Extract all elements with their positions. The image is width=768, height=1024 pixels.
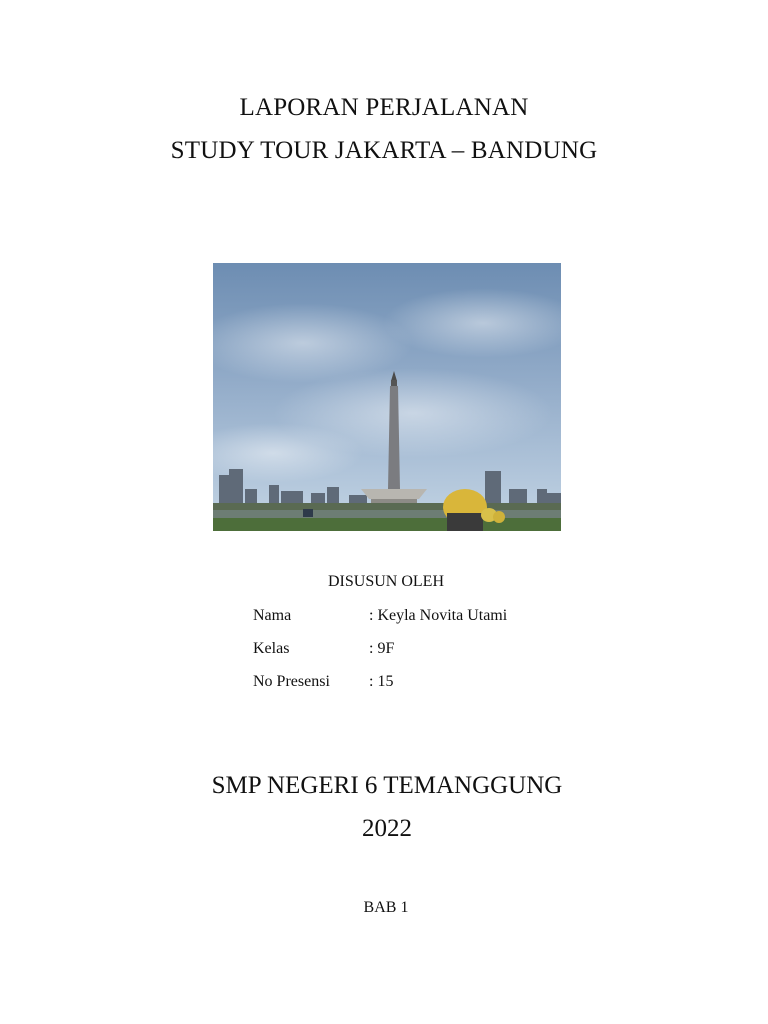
info-value: : 15: [369, 673, 394, 690]
report-title: LAPORAN PERJALANAN: [239, 94, 529, 121]
report-subtitle: STUDY TOUR JAKARTA – BANDUNG: [170, 137, 598, 164]
info-value: : Keyla Novita Utami: [369, 607, 508, 624]
info-value: : 9F: [369, 640, 395, 657]
authored-by-heading: DISUSUN OLEH: [328, 573, 444, 590]
info-label: No Presensi: [253, 673, 330, 690]
chapter-heading: BAB 1: [363, 899, 409, 916]
school-year: 2022: [362, 815, 412, 842]
info-label: Nama: [253, 607, 292, 624]
info-label: Kelas: [253, 640, 290, 657]
school-name: SMP NEGERI 6 TEMANGGUNG: [211, 772, 563, 799]
cover-photo: [213, 263, 561, 531]
